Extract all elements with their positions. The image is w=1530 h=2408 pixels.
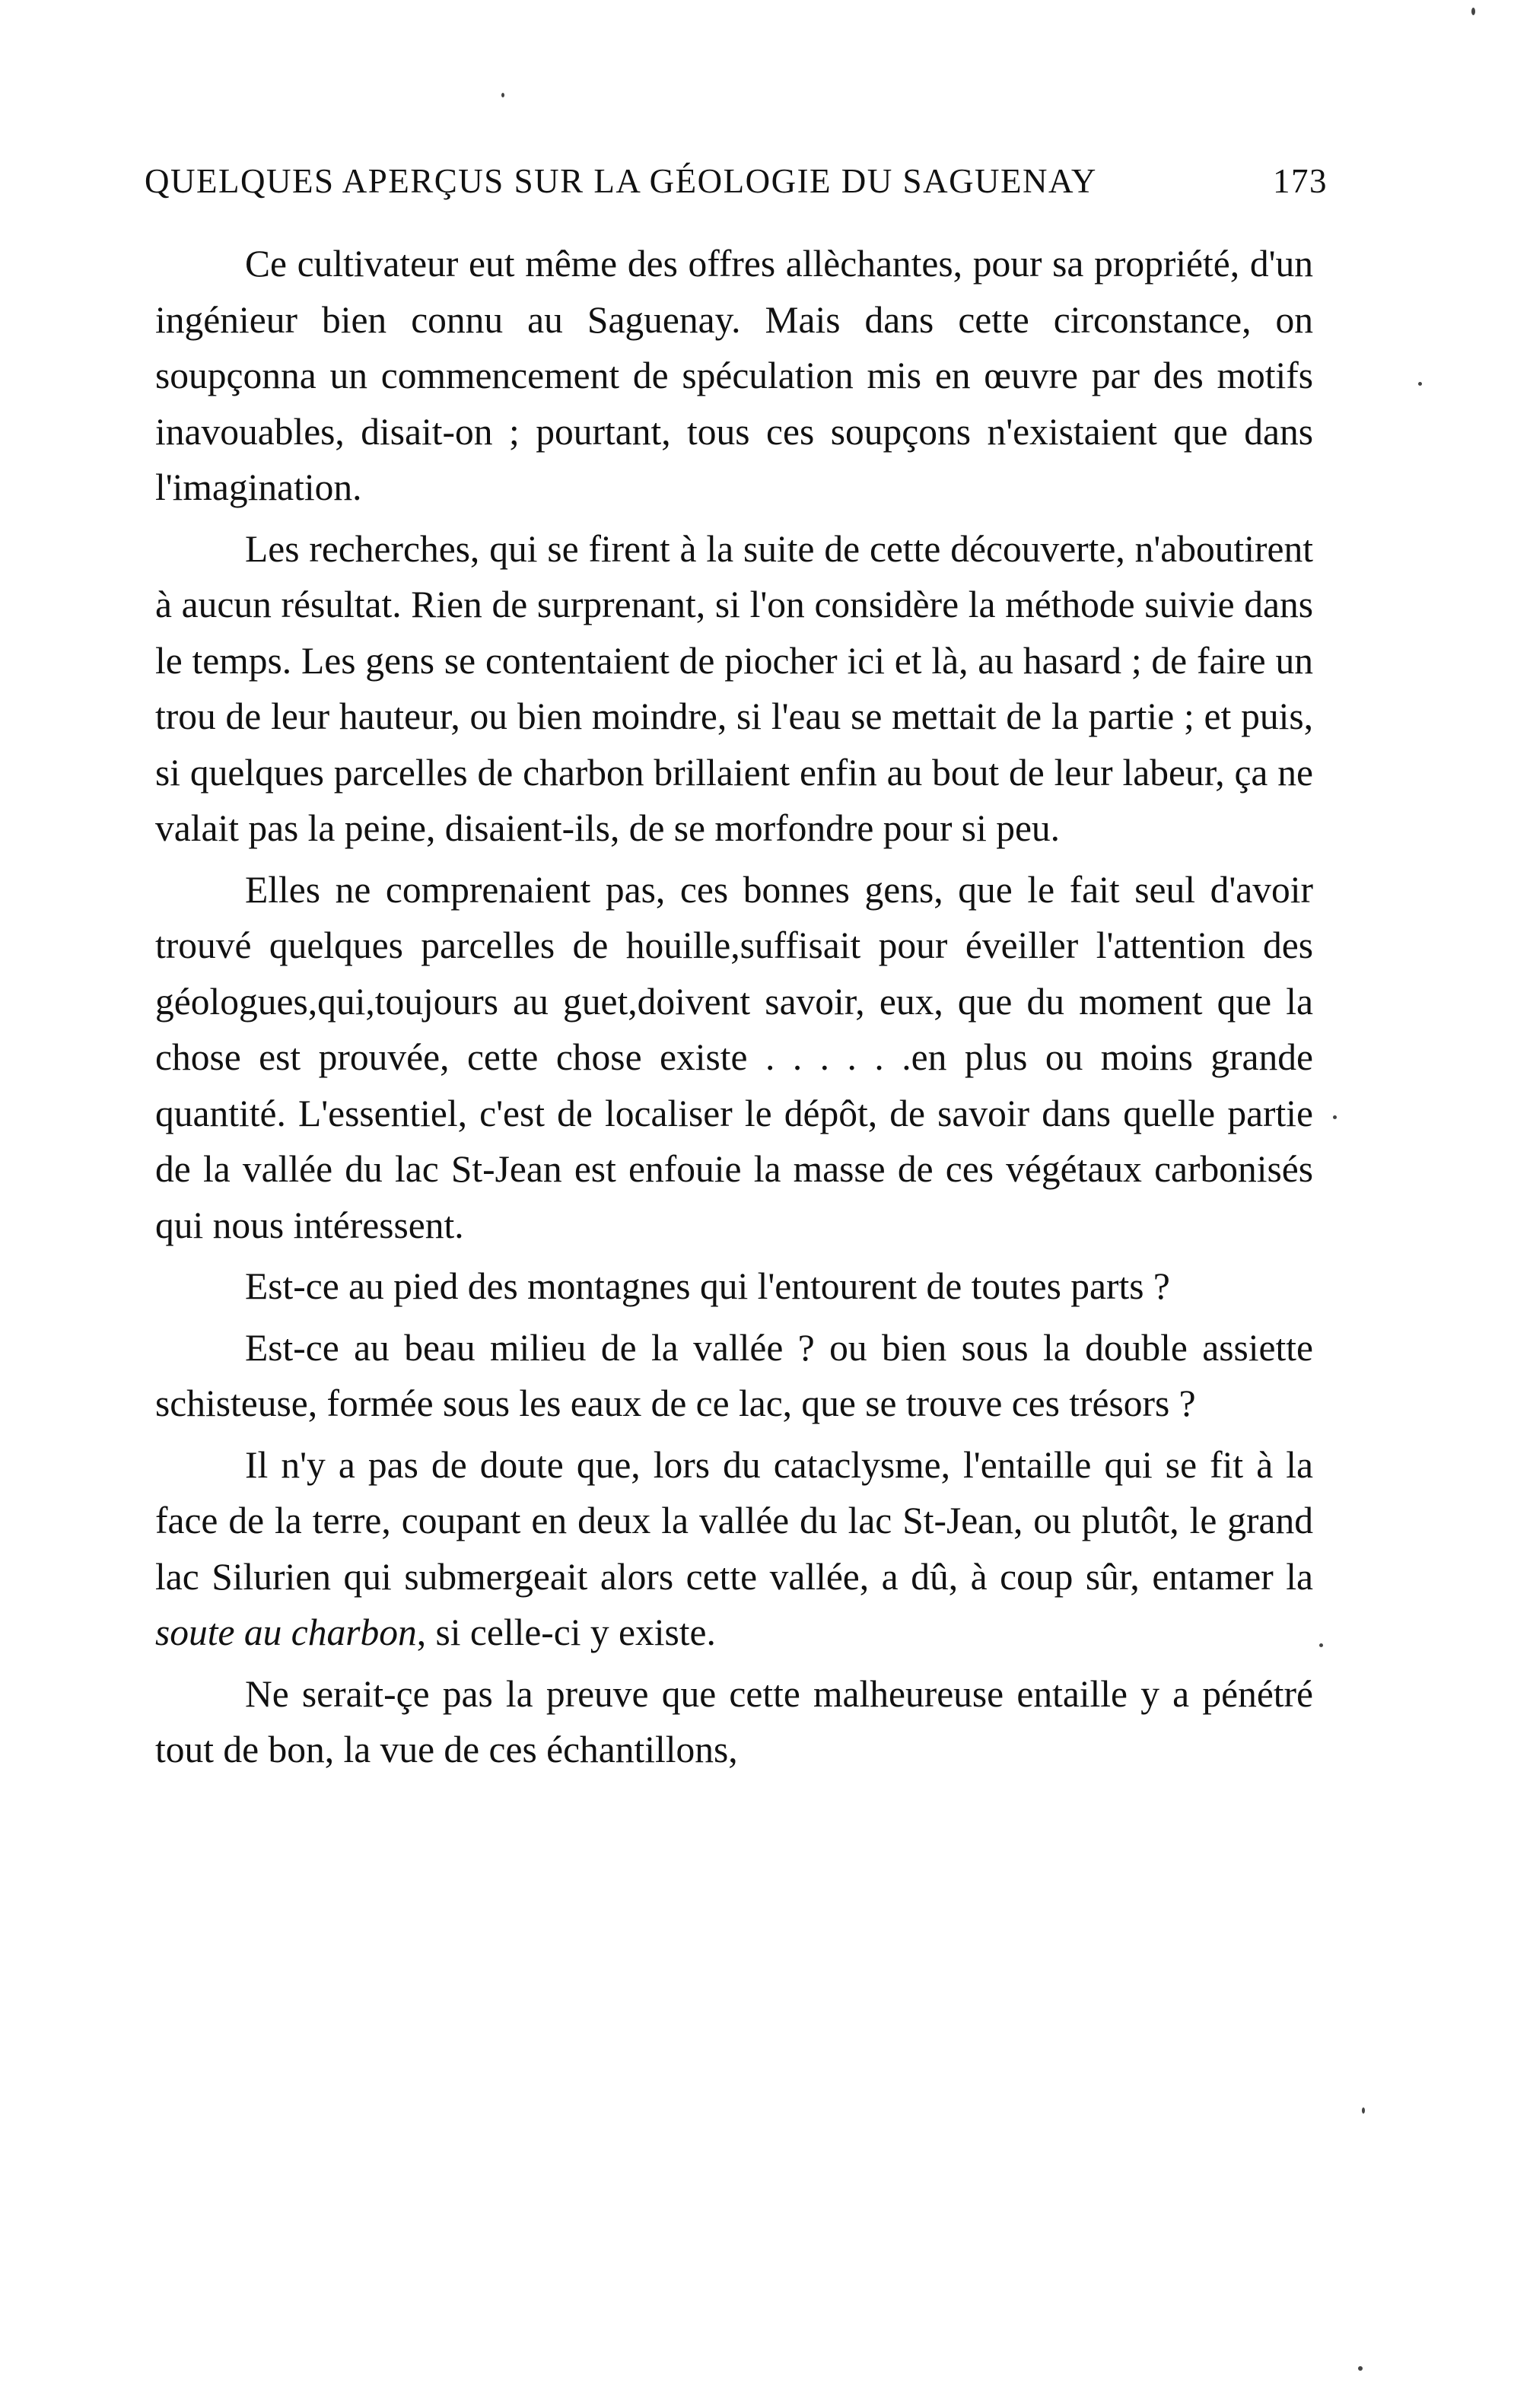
scan-speck [1319, 1643, 1323, 1647]
paragraph-6-text-after: , si celle-ci y existe. [416, 1611, 716, 1653]
paragraph-7: Ne serait-çe pas la preuve que cette malheureuse entaille y a pénétré tout de bon, la vue de ces échantillons, [155, 1672, 1313, 1770]
page-number: 173 [1273, 162, 1328, 200]
running-head [145, 161, 1328, 215]
scan-speck [1471, 8, 1475, 15]
scan-speck [501, 93, 504, 97]
paragraph-2: Les recherches, qui se firent à la suite de cette découverte, n'aboutirent à aucun résultat. Rien de surprenant, si l'on considère la méthode suivie dans le temps. Les gens se contentaient de piocher ici et là, au hasard ; de faire un trou de leur hauteur, ou bien moindre, si l'eau se mettait de la partie ; et puis, si quelques parcelles de charbon brillaient enfin au bout de leur labeur, ça ne valait pas la peine, disaient-ils, de se morfondre pour si peu. [155, 527, 1313, 849]
scan-speck [1418, 382, 1422, 386]
paragraph-3: Elles ne comprenaient pas, ces bonnes gens, que le fait seul d'avoir trouvé quelques parcelles de houille,suffisait pour éveiller l'attention des géologues,qui,toujours au guet,doivent savoir, eux, que du moment que la chose est prouvée, cette chose existe . . . . . .en plus ou moins grande quantité. L'essentiel, c'est de localiser le dépôt, de savoir dans quelle partie de la vallée du lac St-Jean est enfouie la masse de ces végétaux carbonisés qui nous intéressent. [155, 868, 1313, 1246]
running-head-title: QUELQUES APERÇUS SUR LA GÉOLOGIE DU SAGUENAY [145, 162, 1097, 200]
paragraph-6 [155, 1437, 1313, 1661]
scan-speck [1358, 2366, 1363, 2371]
scan-speck [1333, 1115, 1337, 1119]
body-text [155, 236, 1313, 1778]
paragraph-6-text-before: Il n'y a pas de doute que, lors du cataclysme, l'entaille qui se fit à la face de la terre, coupant en deux la vallée du lac St-Jean, ou plutôt, le grand lac Silurien qui submergeait alors cette vallée, a dû, à coup sûr, entamer la [155, 1443, 1313, 1598]
paragraph-4: Est-ce au pied des montagnes qui l'entourent de toutes parts ? [245, 1265, 1170, 1307]
paragraph-6-italic-phrase: soute au charbon [155, 1611, 417, 1653]
paragraph-1: Ce cultivateur eut même des offres allèchantes, pour sa propriété, d'un ingénieur bien connu au Saguenay. Mais dans cette circonstance, on soupçonna un commencement de spéculation mis en œuvre par des motifs inavouables, disait-on ; pourtant, tous ces soupçons n'existaient que dans l'imagination. [155, 243, 1313, 508]
paragraph-5: Est-ce au beau milieu de la vallée ? ou bien sous la double assiette schisteuse, formée sous les eaux de ce lac, que se trouve ces trésors ? [155, 1326, 1313, 1424]
scan-speck [1362, 2107, 1365, 2114]
